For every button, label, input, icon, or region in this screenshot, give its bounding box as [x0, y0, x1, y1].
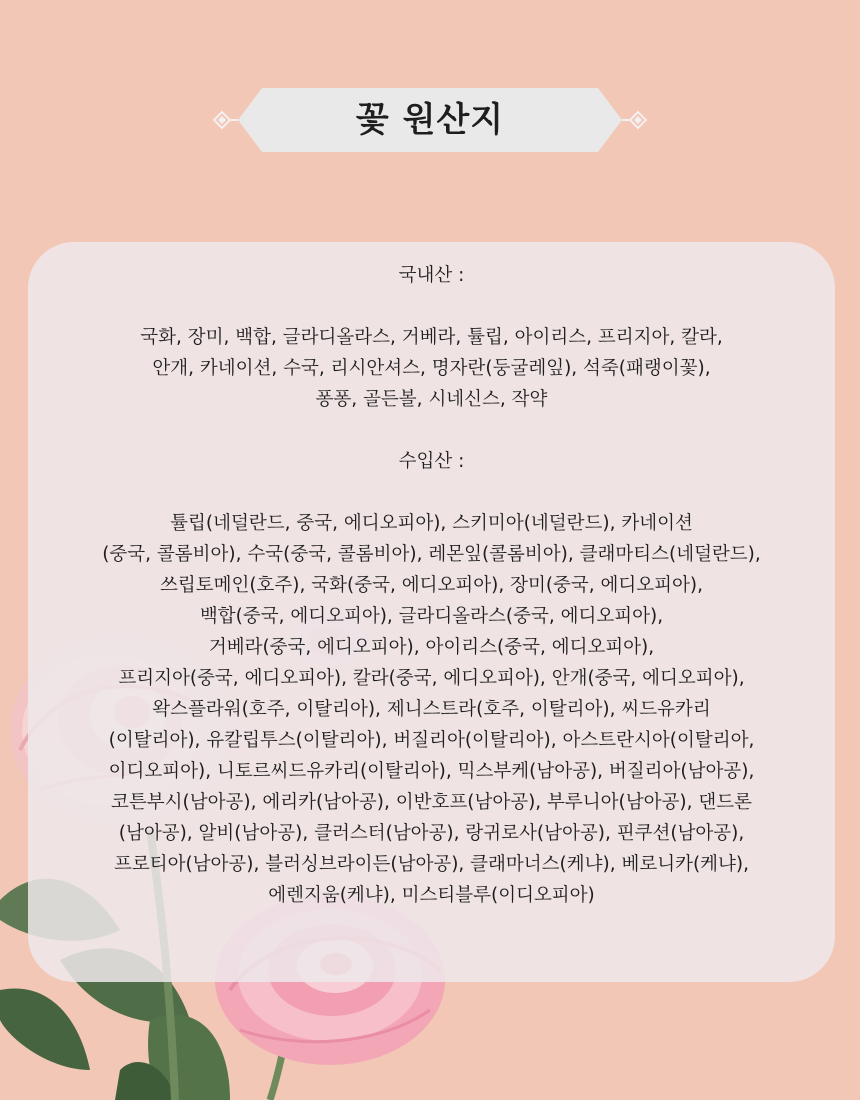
domestic-line: 국화, 장미, 백합, 글라디올라스, 거베라, 튤립, 아이리스, 프리지아, 칼라, [140, 327, 723, 348]
imported-heading: 수입산 : [398, 451, 465, 472]
imported-line: (이탈리아), 유칼립투스(이탈리아), 버질리아(이탈리아), 아스트란시아(이탈리아, [108, 730, 755, 751]
imported-line: 백합(중국, 에디오피아), 글라디올라스(중국, 에디오피아), [199, 606, 664, 627]
imported-line: 이디오피아), 니토르씨드유카리(이탈리아), 믹스부케(남아공), 버질리아(남아공), [108, 761, 755, 782]
imported-list [28, 508, 835, 911]
imported-line: 쓰립토메인(호주), 국화(중국, 에디오피아), 장미(중국, 에디오피아), [159, 575, 703, 596]
imported-line: 프리지아(중국, 에디오피아), 칼라(중국, 에디오피아), 안개(중국, 에디오피아), [118, 668, 745, 689]
domestic-line: 안개, 카네이션, 수국, 리시안셔스, 명자란(둥굴레잎), 석죽(패랭이꽃), [152, 358, 711, 379]
domestic-list [28, 322, 835, 415]
imported-line: (중국, 콜롬비아), 수국(중국, 콜롬비아), 레몬잎(콜롬비아), 클래마티스(네덜란드), [102, 544, 761, 565]
origin-content [28, 260, 835, 911]
imported-line: 에렌지움(케냐), 미스티블루(이디오피아) [268, 885, 595, 906]
domestic-line: 퐁퐁, 골든볼, 시네신스, 작약 [315, 389, 548, 410]
imported-line: 코튼부시(남아공), 에리카(남아공), 이반호프(남아공), 부루니아(남아공), 댄드론 [111, 792, 752, 813]
imported-line: 튤립(네덜란드, 중국, 에디오피아), 스키미아(네덜란드), 카네이션 [170, 513, 693, 534]
title-banner [0, 88, 860, 152]
domestic-heading: 국내산 : [398, 265, 465, 286]
imported-line: 왁스플라워(호주, 이탈리아), 제니스트라(호주, 이탈리아), 씨드유카리 [152, 699, 711, 720]
page-title: 꽃 원산지 [355, 100, 505, 140]
imported-line: 거베라(중국, 에디오피아), 아이리스(중국, 에디오피아), [208, 637, 655, 658]
imported-line: 프로티아(남아공), 블러싱브라이든(남아공), 클래마너스(케냐), 베로니카(케냐), [113, 854, 750, 875]
origin-panel [28, 242, 835, 982]
imported-line: (남아공), 알비(남아공), 클러스터(남아공), 랑귀로사(남아공), 핀쿠션(남아공), [118, 823, 745, 844]
